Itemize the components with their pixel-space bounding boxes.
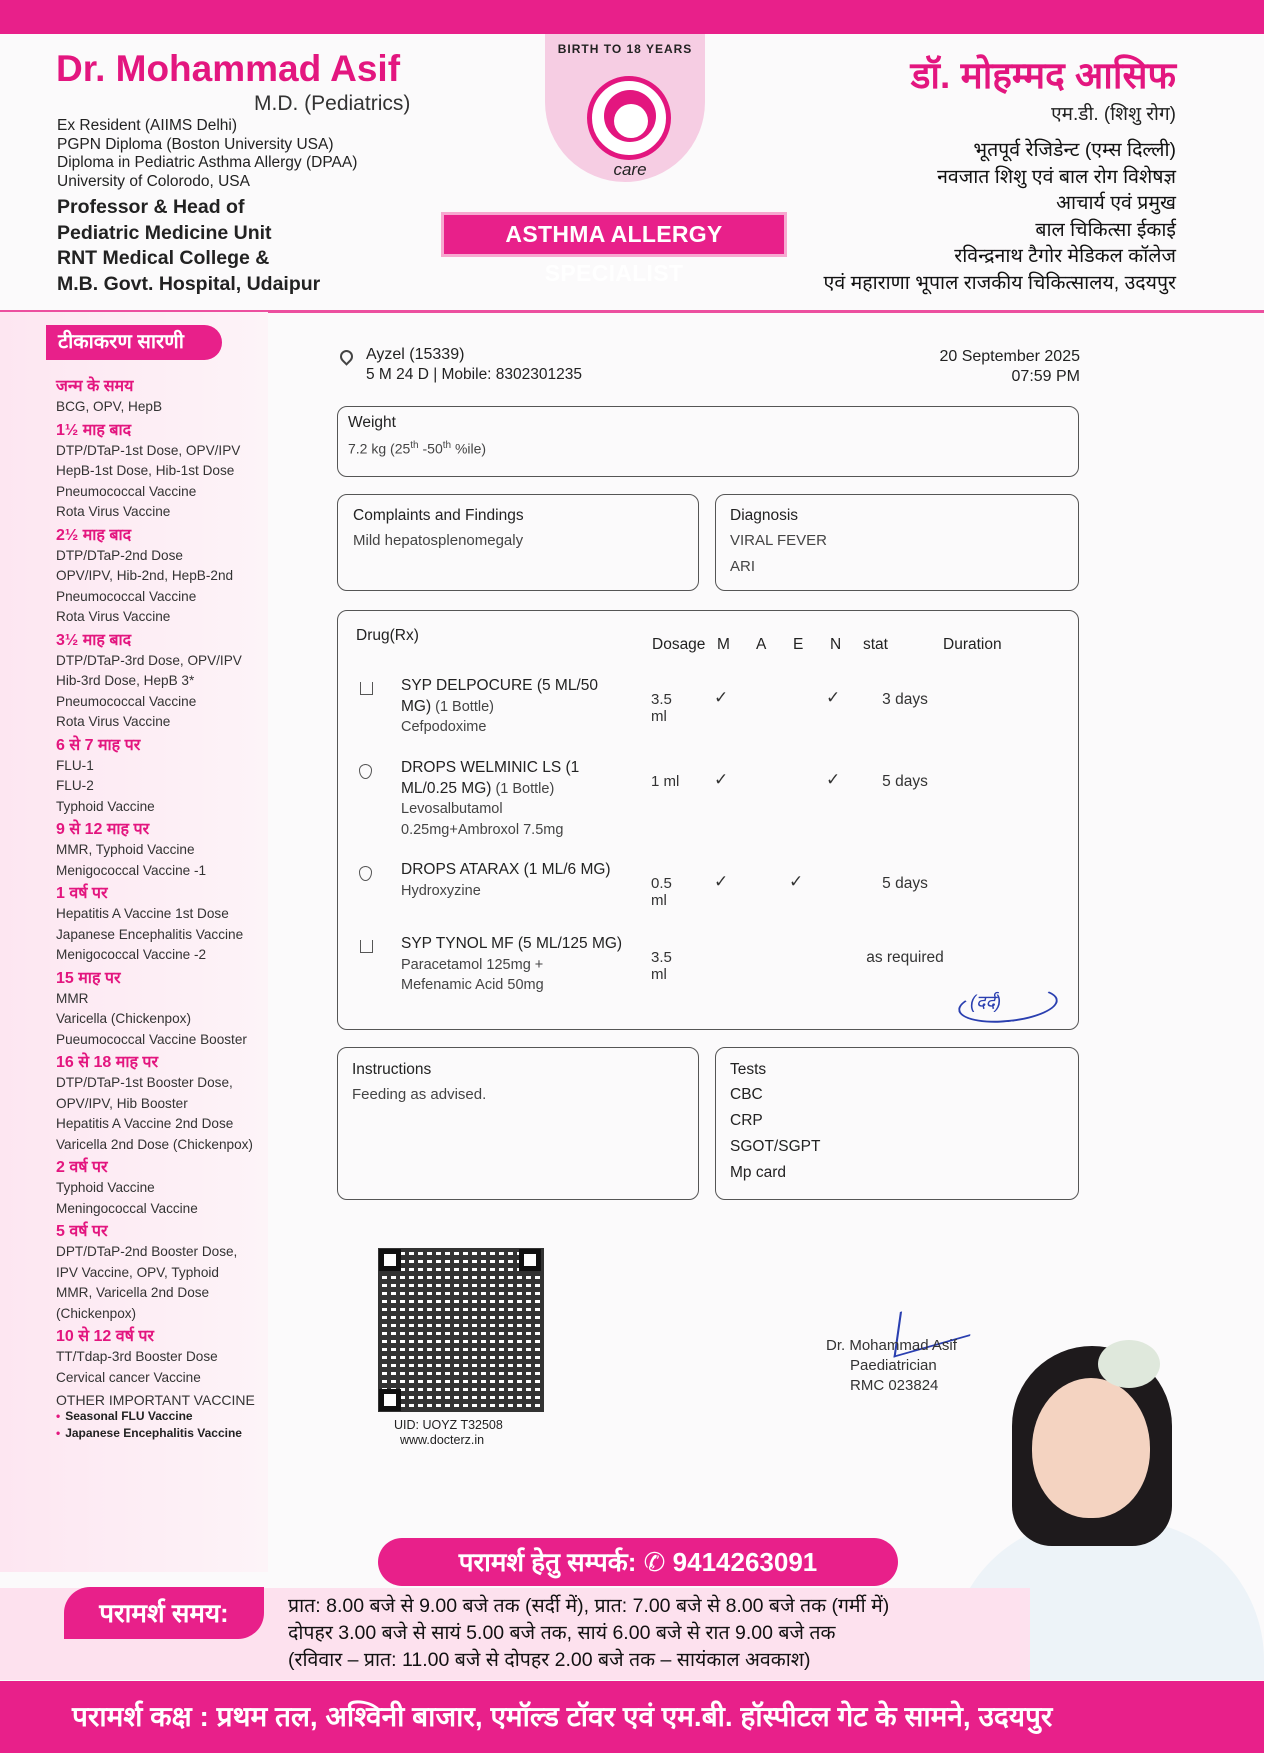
vaccine-item: DTP/DTaP-3rd Dose, OPV/IPV bbox=[56, 652, 242, 668]
vaccine-item: Typhoid Vaccine bbox=[56, 1180, 155, 1195]
rx-drug-name: SYP DELPOCURE (5 ML/50 bbox=[401, 677, 598, 694]
specialist-badge: ASTHMA ALLERGY SPECIALIST bbox=[441, 212, 787, 257]
vaccination-age-heading: जन्म के समय bbox=[56, 378, 134, 395]
vaccine-item: OPV/IPV, Hib-2nd, HepB-2nd bbox=[56, 568, 234, 583]
vaccine-item: IPV Vaccine, OPV, Typhoid bbox=[56, 1264, 219, 1280]
position-line: M.B. Govt. Hospital, Udaipur bbox=[57, 272, 321, 295]
rx-drug-generic: 0.25mg+Ambroxol 7.5mg bbox=[401, 821, 564, 838]
vaccine-item: Rota Virus Vaccine bbox=[56, 609, 171, 624]
child-face-icon-skin bbox=[614, 104, 648, 138]
position-line: RNT Medical College & bbox=[57, 247, 270, 269]
timing-lines bbox=[288, 1593, 889, 1674]
bullet-icon: • bbox=[56, 1409, 61, 1423]
credential-line: University of Colorodo, USA bbox=[57, 172, 250, 190]
qr-finder bbox=[379, 1389, 401, 1411]
top-accent-bar bbox=[0, 0, 1264, 34]
vaccination-age-heading: 10 से 12 वर्ष पर bbox=[56, 1328, 154, 1345]
rx-duration: 5 days bbox=[882, 773, 928, 790]
other-vaccine-item bbox=[56, 1425, 266, 1442]
rx-dosage: 3.5 ml bbox=[651, 691, 672, 725]
vaccination-age-heading: 9 से 12 माह पर bbox=[56, 821, 150, 838]
location-pin-icon bbox=[337, 347, 355, 365]
vaccine-item: Pneumococcal Vaccine bbox=[56, 588, 197, 604]
weight-value: 7.2 kg (25th -50th %ile) bbox=[348, 440, 487, 457]
vaccination-group bbox=[56, 819, 266, 881]
instructions-label: Instructions bbox=[352, 1061, 432, 1078]
credential-line-hindi: भूतपूर्व रेजिडेन्ट (एम्स दिल्ली) bbox=[973, 139, 1176, 161]
contact-banner: परामर्श हेतु सम्पर्क: ✆ 9414263091 bbox=[378, 1538, 898, 1586]
rx-drug bbox=[401, 860, 631, 901]
vaccination-age-heading: 5 वर्ष पर bbox=[56, 1223, 108, 1240]
visit-time: 07:59 PM bbox=[1011, 368, 1080, 385]
rx-tick-n: ✓ bbox=[826, 770, 841, 789]
timing-label: परामर्श समय: bbox=[64, 1587, 264, 1639]
vaccine-item: MMR, Varicella 2nd Dose bbox=[56, 1285, 210, 1300]
patient-info: 5 M 24 D | Mobile: 8302301235 bbox=[366, 366, 583, 383]
rx-drug-generic: Mefenamic Acid 50mg bbox=[401, 977, 544, 993]
doctor-name-hindi: डॉ. मोहम्मद आसिफ bbox=[910, 55, 1176, 96]
test-item: Mp card bbox=[730, 1164, 786, 1181]
rx-tick-n: ✓ bbox=[826, 688, 841, 707]
vaccination-group bbox=[56, 630, 266, 733]
rx-tick-e: ✓ bbox=[789, 872, 804, 891]
rx-duration: 5 days bbox=[882, 875, 928, 892]
position-line: Professor & Head of bbox=[57, 196, 245, 218]
vaccine-item: Pneumococcal Vaccine bbox=[56, 483, 197, 499]
vaccine-item: FLU-1 bbox=[56, 757, 94, 773]
vaccine-item: Typhoid Vaccine bbox=[56, 798, 155, 814]
timing-line: दोपहर 3.00 बजे से सायं 5.00 बजे तक, सायं 6.00 बजे से रात 9.00 बजे तक bbox=[288, 1622, 836, 1644]
address-footer: परामर्श कक्ष : प्रथम तल, अश्विनी बाजार, एमॉल्ड टॉवर एवं एम.बी. हॉस्पीटल गेट के सामने, उदयपुर bbox=[0, 1681, 1264, 1753]
rx-drug-qty: (1 Bottle) bbox=[495, 780, 555, 797]
vaccine-item: Rota Virus Vaccine bbox=[56, 714, 171, 729]
rx-drug-generic: Cefpodoxime bbox=[401, 719, 487, 735]
bottle-icon bbox=[360, 940, 373, 953]
rx-header-a: A bbox=[756, 636, 767, 653]
vaccine-item: HepB-1st Dose, Hib-1st Dose bbox=[56, 463, 235, 478]
rx-header-e: E bbox=[793, 636, 804, 653]
vaccination-age-heading: 16 से 18 माह पर bbox=[56, 1054, 159, 1071]
weight-label: Weight bbox=[348, 414, 396, 431]
rx-drug-generic: Hydroxyzine bbox=[401, 882, 481, 899]
credential-line-hindi: आचार्य एवं प्रमुख bbox=[1056, 192, 1176, 214]
child-photo-bow bbox=[1098, 1340, 1160, 1388]
vaccine-item: DTP/DTaP-1st Dose, OPV/IPV bbox=[56, 442, 241, 458]
vaccine-item: BCG, OPV, HepB bbox=[56, 399, 163, 414]
credential-line-hindi: नवजात शिशु एवं बाल रोग विशेषज्ञ bbox=[937, 165, 1176, 188]
rx-drug-name: SYP TYNOL MF (5 ML/125 MG) bbox=[401, 935, 623, 952]
rx-header-m: M bbox=[717, 636, 730, 653]
doctor-degree-hindi: एम.डी. (शिशु रोग) bbox=[1051, 104, 1176, 125]
logo-arc-text: BIRTH TO 18 YEARS bbox=[557, 42, 693, 56]
vaccine-item: MMR bbox=[56, 990, 89, 1006]
vaccine-item: Meningococcal Vaccine bbox=[56, 1200, 198, 1216]
doctor-name: Dr. Mohammad Asif bbox=[56, 48, 401, 89]
vaccine-item: MMR, Typhoid Vaccine bbox=[56, 842, 195, 857]
vaccine-item: DPT/DTaP-2nd Booster Dose, bbox=[56, 1244, 238, 1259]
vaccination-age-heading: 3½ माह बाद bbox=[56, 631, 132, 649]
vaccine-item: Hepatitis A Vaccine 2nd Dose bbox=[56, 1116, 234, 1131]
rx-duration: 3 days bbox=[882, 691, 928, 708]
rx-drug bbox=[401, 676, 631, 738]
vaccination-age-heading: 15 माह पर bbox=[56, 969, 121, 987]
other-vaccine-item bbox=[56, 1408, 266, 1425]
qr-uid: UID: UOYZ T32508 bbox=[394, 1418, 503, 1432]
vaccine-item: Pneumococcal Vaccine bbox=[56, 693, 197, 709]
vaccine-item: Pueumococcal Vaccine Booster bbox=[56, 1031, 247, 1047]
complaints-text: Mild hepatosplenomegaly bbox=[353, 532, 524, 549]
test-item: CBC bbox=[730, 1086, 763, 1103]
rx-header-n: N bbox=[830, 636, 842, 653]
vaccination-list bbox=[56, 375, 266, 1442]
signature-role: Paediatrician bbox=[850, 1357, 937, 1374]
doctor-degree: M.D. (Pediatrics) bbox=[254, 92, 411, 115]
vaccine-item: Rota Virus Vaccine bbox=[56, 504, 171, 519]
rx-drug-name: ML/0.25 MG) bbox=[401, 779, 492, 797]
timing-line: (रविवार – प्रात: 11.00 बजे से दोपहर 2.00 बजे तक – सायंकाल अवकाश) bbox=[288, 1649, 811, 1671]
test-item: SGOT/SGPT bbox=[730, 1138, 821, 1155]
rx-drug-generic: Levosalbutamol bbox=[401, 801, 503, 817]
vaccination-group bbox=[56, 883, 266, 966]
qr-finder bbox=[379, 1249, 401, 1271]
doctor-credentials-hindi bbox=[824, 137, 1176, 296]
rx-tick-m: ✓ bbox=[714, 770, 729, 789]
qr-code[interactable] bbox=[378, 1248, 544, 1412]
vaccine-item: Varicella 2nd Dose (Chickenpox) bbox=[56, 1136, 253, 1152]
doctor-position bbox=[57, 195, 320, 297]
complaints-label: Complaints and Findings bbox=[353, 507, 524, 524]
signature-rmc: RMC 023824 bbox=[850, 1377, 939, 1394]
vaccine-item: Cervical cancer Vaccine bbox=[56, 1369, 201, 1385]
credential-line-hindi: रविन्द्रनाथ टैगोर मेडिकल कॉलेज bbox=[954, 245, 1176, 267]
signature-name: Dr. Mohammad Asif bbox=[826, 1337, 957, 1354]
position-line: Pediatric Medicine Unit bbox=[57, 221, 272, 244]
doctor-credentials bbox=[57, 117, 357, 191]
other-vaccine-label: Seasonal FLU Vaccine bbox=[65, 1409, 193, 1423]
vaccine-item: DTP/DTaP-1st Booster Dose, bbox=[56, 1075, 233, 1090]
rx-drug-qty: (1 Bottle) bbox=[435, 698, 494, 715]
vaccination-group bbox=[56, 968, 266, 1051]
rx-header-dosage: Dosage bbox=[652, 636, 706, 653]
vaccine-item: OPV/IPV, Hib Booster bbox=[56, 1095, 188, 1111]
credential-line: Ex Resident (AIIMS Delhi) bbox=[57, 117, 238, 134]
bottle-icon bbox=[360, 682, 373, 695]
vaccine-item: TT/Tdap-3rd Booster Dose bbox=[56, 1349, 218, 1364]
vaccine-item: Japanese Encephalitis Vaccine bbox=[56, 926, 244, 942]
credential-line: PGPN Diploma (Boston University USA) bbox=[57, 135, 334, 153]
other-vaccine-label: Japanese Encephalitis Vaccine bbox=[65, 1426, 242, 1440]
logo-word: care bbox=[613, 160, 647, 179]
vaccine-item: FLU-2 bbox=[56, 778, 94, 793]
credential-line-hindi: बाल चिकित्सा ईकाई bbox=[1035, 218, 1176, 241]
rx-drug-generic: Paracetamol 125mg + bbox=[401, 956, 544, 973]
tests-label: Tests bbox=[730, 1061, 767, 1078]
vaccination-age-heading: 1 वर्ष पर bbox=[56, 885, 108, 902]
rx-header-drug: Drug(Rx) bbox=[356, 627, 419, 644]
vaccination-title: टीकाकरण सारणी bbox=[46, 325, 222, 360]
vaccination-group bbox=[56, 1326, 266, 1388]
vaccine-item: (Chickenpox) bbox=[56, 1305, 137, 1321]
diagnosis-label: Diagnosis bbox=[730, 507, 799, 524]
vaccine-item: Hib-3rd Dose, HepB 3* bbox=[56, 673, 195, 688]
rx-drug-name: DROPS ATARAX (1 ML/6 MG) bbox=[401, 861, 611, 878]
other-vaccines-title: OTHER IMPORTANT VACCINE bbox=[56, 1392, 255, 1408]
vaccination-age-heading: 6 से 7 माह पर bbox=[56, 736, 141, 754]
rx-dosage: 1 ml bbox=[651, 773, 680, 790]
rx-drug bbox=[401, 934, 631, 996]
child-photo-face bbox=[1032, 1378, 1150, 1518]
credential-line-hindi: एवं महाराणा भूपाल राजकीय चिकित्सालय, उदयपुर bbox=[823, 271, 1176, 294]
visit-date: 20 September 2025 bbox=[939, 348, 1080, 365]
rx-header-duration: Duration bbox=[943, 636, 1002, 653]
vaccination-group bbox=[56, 735, 266, 818]
vaccine-item: Varicella (Chickenpox) bbox=[56, 1011, 191, 1026]
diagnosis-item: VIRAL FEVER bbox=[730, 532, 827, 549]
vaccination-group bbox=[56, 525, 266, 628]
vaccine-item: Menigococcal Vaccine -1 bbox=[56, 862, 207, 878]
rx-duration: as required bbox=[866, 949, 944, 966]
vaccination-group bbox=[56, 1157, 266, 1219]
vaccination-group bbox=[56, 1052, 266, 1155]
vaccine-item: Hepatitis A Vaccine 1st Dose bbox=[56, 906, 229, 921]
vaccination-group bbox=[56, 1221, 266, 1324]
vaccine-item: DTP/DTaP-2nd Dose bbox=[56, 547, 183, 563]
timing-line: प्रात: 8.00 बजे से 9.00 बजे तक (सर्दी में), प्रात: 7.00 बजे से 8.00 बजे तक (गर्मी में) bbox=[288, 1595, 890, 1617]
qr-website: www.docterz.in bbox=[400, 1433, 485, 1447]
credential-line: Diploma in Pediatric Asthma Allergy (DPAA) bbox=[57, 154, 358, 171]
rx-drug-name: MG) bbox=[401, 697, 432, 715]
handwritten-note: (दर्द) bbox=[970, 992, 1002, 1012]
rx-dosage: 3.5 ml bbox=[651, 949, 672, 983]
qr-finder bbox=[519, 1249, 541, 1271]
vaccination-group bbox=[56, 420, 266, 523]
vaccination-age-heading: 2½ माह बाद bbox=[56, 526, 132, 544]
vaccine-item: Menigococcal Vaccine -2 bbox=[56, 947, 207, 962]
patient-name: Ayzel (15339) bbox=[366, 346, 465, 363]
rx-tick-m: ✓ bbox=[714, 872, 729, 891]
rx-header-stat: stat bbox=[863, 636, 888, 653]
rx-dosage: 0.5 ml bbox=[651, 875, 672, 909]
test-item: CRP bbox=[730, 1112, 763, 1129]
rx-drug-name: DROPS WELMINIC LS (1 bbox=[401, 759, 580, 776]
instructions-text: Feeding as advised. bbox=[352, 1086, 487, 1103]
rx-drug bbox=[401, 758, 631, 840]
vaccination-group bbox=[56, 376, 266, 418]
vaccination-age-heading: 2 वर्ष पर bbox=[56, 1159, 108, 1176]
rx-tick-m: ✓ bbox=[714, 688, 729, 707]
vaccination-age-heading: 1½ माह बाद bbox=[56, 421, 132, 439]
diagnosis-item: ARI bbox=[730, 558, 756, 575]
bullet-icon: • bbox=[56, 1426, 61, 1440]
